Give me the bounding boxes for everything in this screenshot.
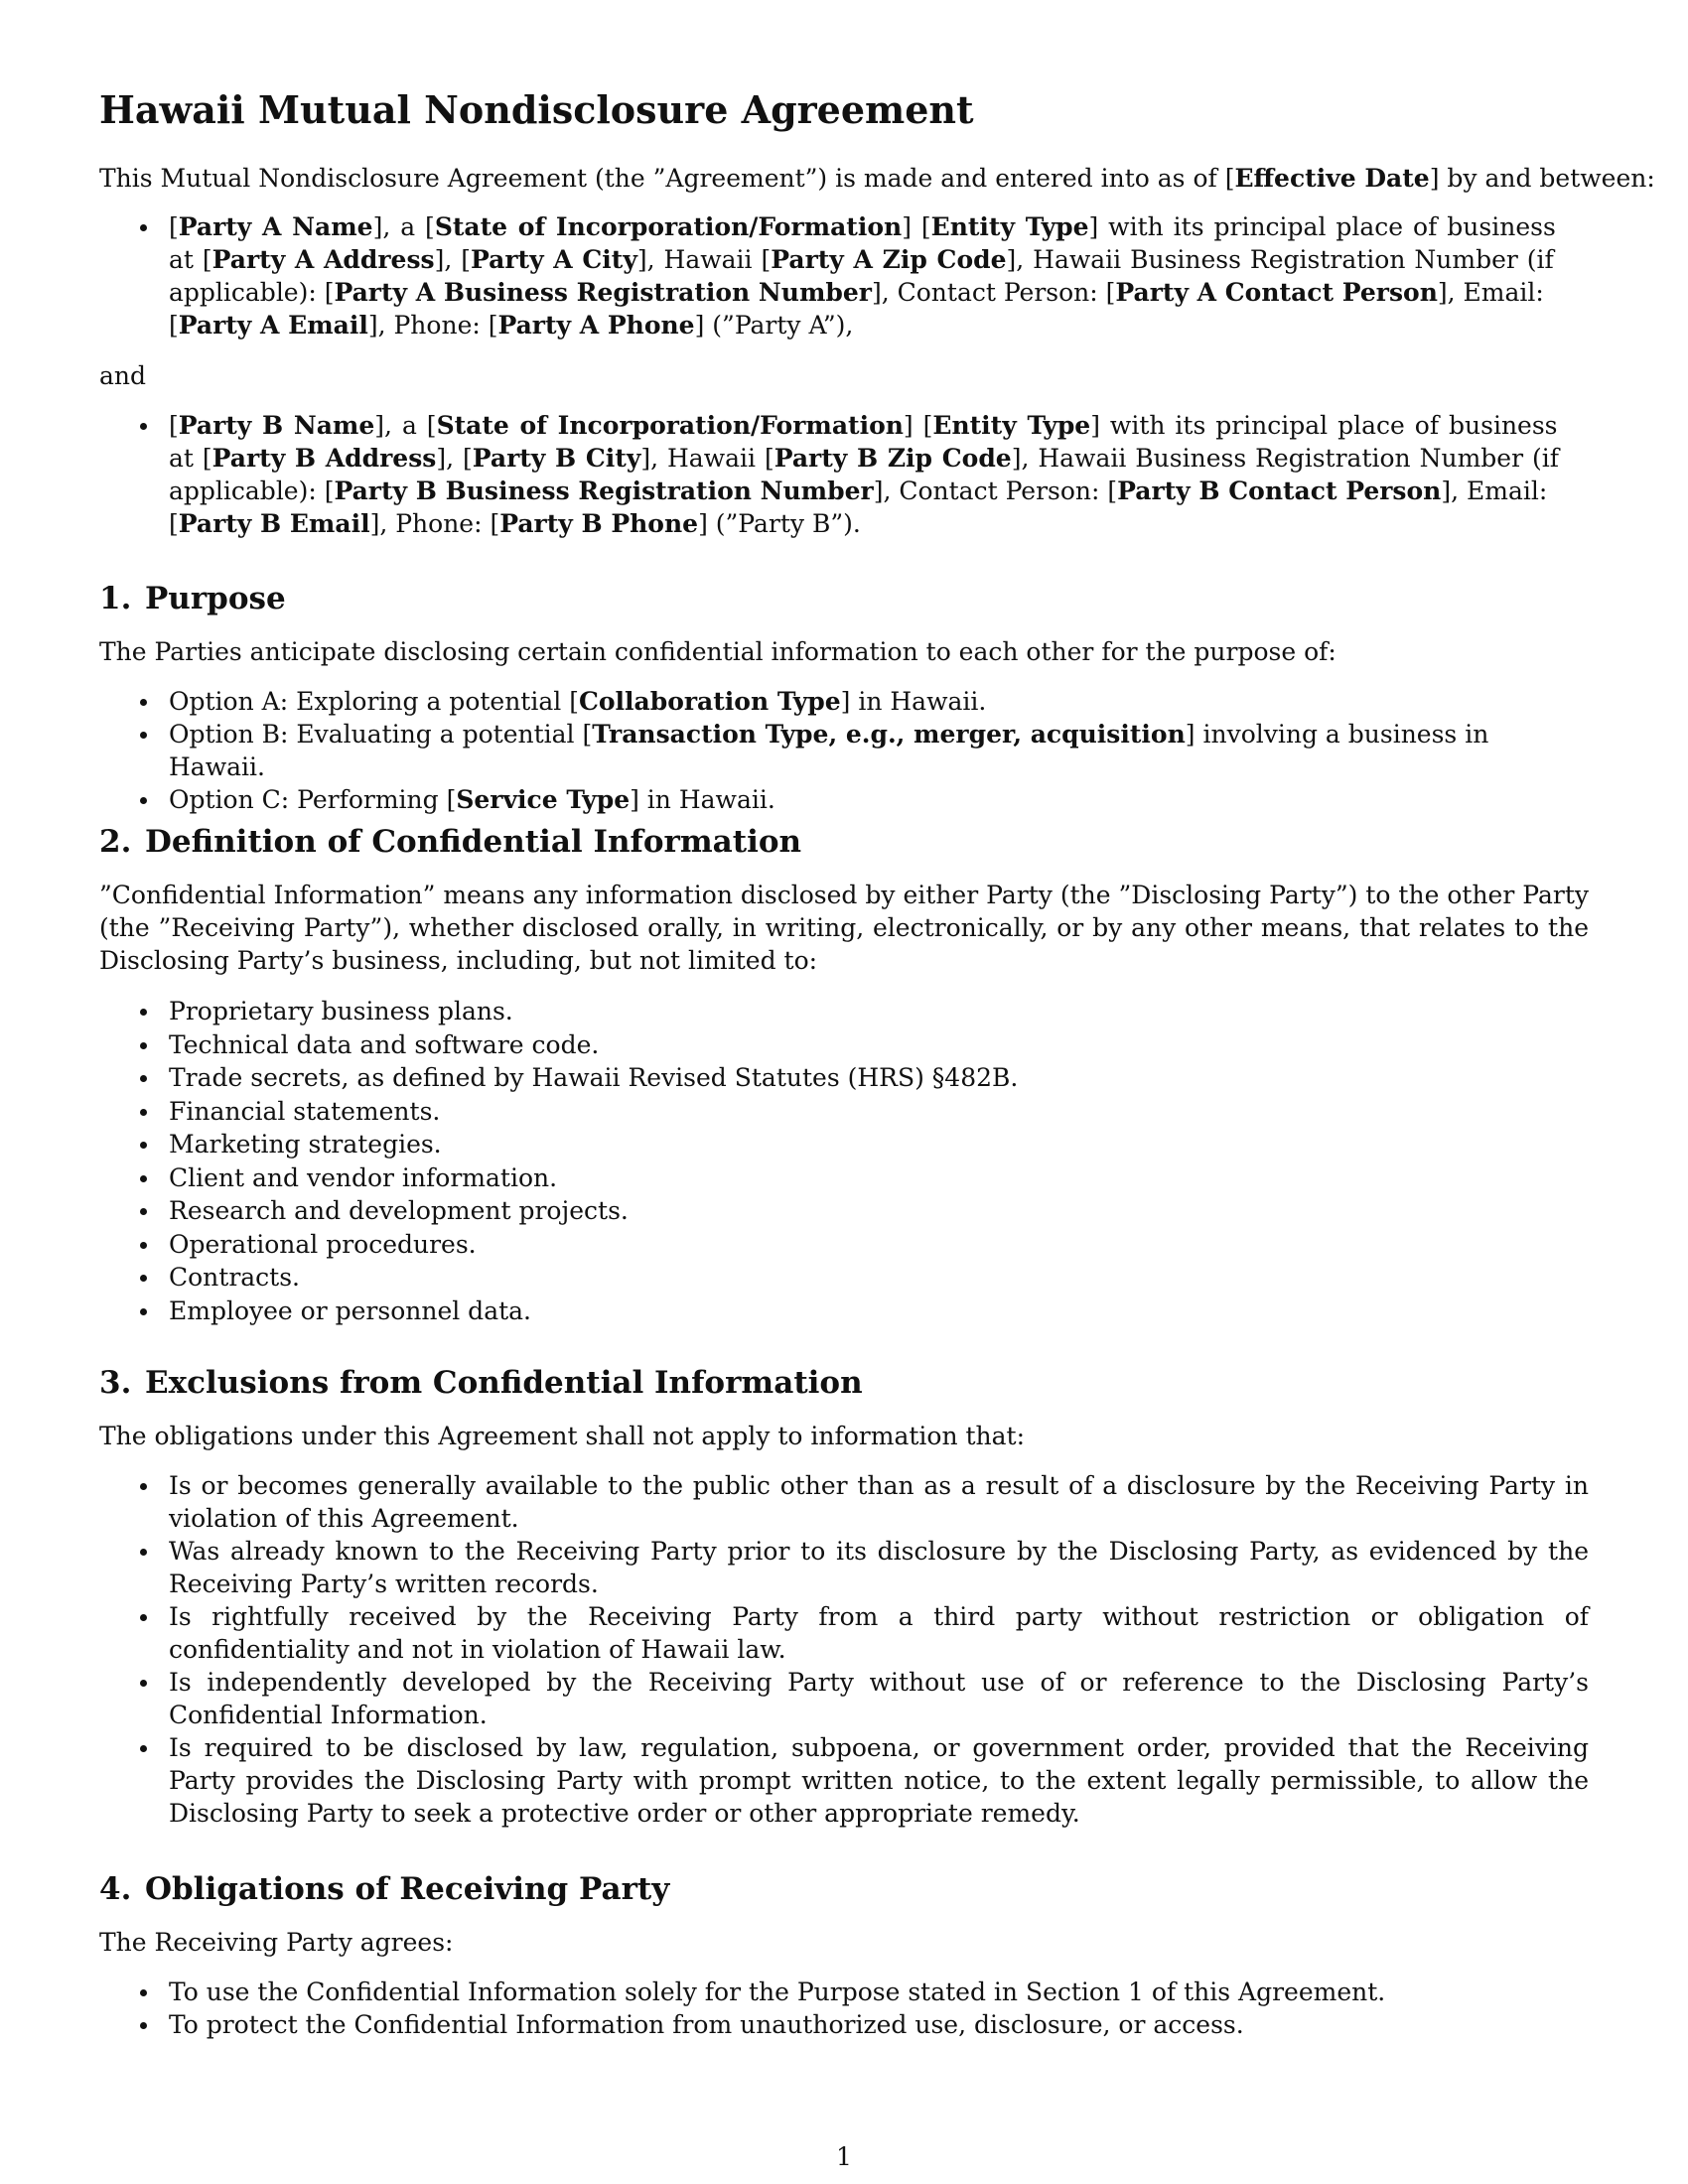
text-fragment: ] in Hawaii. bbox=[840, 687, 987, 716]
service-type-placeholder: Service Type bbox=[456, 785, 631, 814]
list-item-text: Is independently developed by the Receiving Party without use of or reference to the Disclosing Party’s Confidential Information. bbox=[169, 1668, 1589, 1729]
section-4-heading bbox=[99, 1871, 669, 1907]
text-fragment: ] with its principal place of business bbox=[1090, 411, 1558, 440]
list-item-text: Research and development projects. bbox=[169, 1196, 629, 1225]
text-fragment: ], a [ bbox=[372, 212, 435, 241]
transaction-type-placeholder: Transaction Type, e.g., merger, acquisition bbox=[592, 720, 1186, 749]
list-item-text: Contracts. bbox=[169, 1263, 301, 1292]
party-b-line: [Party B Name], a [State of Incorporation/Formation] [Entity Type] with its principal place of business bbox=[169, 411, 1558, 440]
text-fragment: ], Phone: [ bbox=[369, 509, 500, 538]
bullet-icon bbox=[140, 1009, 147, 1016]
text-fragment: ] with its principal place of business bbox=[1088, 212, 1556, 241]
party-b-zip: Party B Zip Code bbox=[774, 444, 1012, 473]
section-1-heading bbox=[99, 581, 286, 616]
party-b-phone: Party B Phone bbox=[499, 509, 699, 538]
bullet-icon bbox=[140, 1175, 147, 1182]
section-title: Definition of Confidential Information bbox=[145, 824, 802, 860]
text-fragment: ], Email: bbox=[1437, 278, 1544, 307]
collaboration-type-placeholder: Collaboration Type bbox=[578, 687, 841, 716]
list-item bbox=[99, 2008, 1589, 2041]
list-item bbox=[99, 1261, 1589, 1295]
party-b-contact-person: Party B Contact Person bbox=[1117, 477, 1442, 505]
list-item bbox=[99, 1095, 1589, 1129]
bullet-icon bbox=[140, 1308, 147, 1315]
list-item bbox=[99, 1194, 1589, 1228]
text-fragment: ] [ bbox=[903, 411, 933, 440]
bullet-icon bbox=[140, 224, 147, 231]
party-b-address: Party B Address bbox=[211, 444, 437, 473]
list-item bbox=[99, 1469, 1589, 1535]
text-fragment: ], Contact Person: [ bbox=[871, 278, 1116, 307]
party-b-line bbox=[169, 442, 1589, 475]
bullet-icon bbox=[140, 1109, 147, 1116]
party-a-list bbox=[99, 210, 1589, 341]
text-fragment: ] [ bbox=[902, 212, 931, 241]
text-fragment: at [ bbox=[169, 444, 212, 473]
list-item bbox=[99, 1731, 1589, 1830]
bullet-icon bbox=[140, 1745, 147, 1752]
party-b-entity-type: Entity Type bbox=[932, 411, 1091, 440]
bullet-icon bbox=[140, 1075, 147, 1082]
party-b-list bbox=[99, 409, 1589, 540]
list-item bbox=[99, 1128, 1589, 1161]
option-item bbox=[99, 718, 1589, 783]
bullet-icon bbox=[140, 1483, 147, 1490]
text-fragment: ], Hawaii [ bbox=[640, 444, 774, 473]
section-4-intro: The Receiving Party agrees: bbox=[99, 1928, 454, 1957]
bullet-icon bbox=[140, 1989, 147, 1996]
party-a-city: Party A City bbox=[471, 245, 637, 274]
text-fragment: ], Hawaii [ bbox=[636, 245, 772, 274]
party-b-item bbox=[99, 409, 1589, 540]
party-b-name: Party B Name bbox=[178, 411, 375, 440]
bullet-icon bbox=[140, 732, 147, 739]
text-fragment: ] (”Party A”), bbox=[694, 311, 854, 340]
party-b-email: Party B Email bbox=[178, 509, 370, 538]
section-number: 1. bbox=[99, 581, 132, 616]
list-item bbox=[99, 1600, 1589, 1666]
text-fragment: applicable): [ bbox=[169, 278, 335, 307]
party-a-address: Party A Address bbox=[211, 245, 435, 274]
party-a-name: Party A Name bbox=[178, 212, 373, 241]
party-b-line bbox=[169, 475, 1589, 507]
option-item bbox=[99, 685, 1589, 718]
list-item-text: To use the Confidential Information solely for the Purpose stated in Section 1 of this Agreement. bbox=[169, 1978, 1386, 2006]
list-item bbox=[99, 1228, 1589, 1262]
bullet-icon bbox=[140, 1275, 147, 1282]
list-item-text: Technical data and software code. bbox=[169, 1029, 600, 1059]
party-a-line bbox=[169, 243, 1589, 276]
list-item bbox=[99, 1666, 1589, 1731]
list-item-text: To protect the Confidential Information from unauthorized use, disclosure, or access. bbox=[169, 2010, 1244, 2039]
bullet-icon bbox=[140, 1614, 147, 1621]
text-fragment: ] involving a business in Hawaii. bbox=[169, 720, 1489, 781]
list-item-text: Is required to be disclosed by law, regulation, subpoena, or government order, provided that the Receiving Party provides the Disclosing Party with prompt written notice, to the extent legally permissible, to allow the Disclosing Party to seek a protective order or other appropriate remedy. bbox=[169, 1733, 1589, 1828]
bullet-icon bbox=[140, 699, 147, 706]
document-title: Hawaii Mutual Nondisclosure Agreement bbox=[99, 87, 974, 132]
bullet-icon bbox=[140, 1208, 147, 1215]
party-a-contact-person: Party A Contact Person bbox=[1115, 278, 1438, 307]
effective-date-placeholder: Effective Date bbox=[1234, 164, 1430, 193]
bullet-icon bbox=[140, 1042, 147, 1049]
intro-paragraph bbox=[99, 162, 1655, 195]
text-fragment: Option B: Evaluating a potential [ bbox=[169, 720, 593, 749]
section-2-intro: ”Confidential Information” means any information disclosed by either Party (the ”Disclosing Party”) to the other Party (the ”Receiving Party”), whether disclosed orally, in writing, electronically, or by any other means, that relates to the Disclosing Party’s business, including, but not limited to: bbox=[99, 881, 1589, 975]
party-a-item bbox=[99, 210, 1589, 341]
list-item-text: Financial statements. bbox=[169, 1096, 441, 1126]
section-1-intro: The Parties anticipate disclosing certain confidential information to each other for the purpose of: bbox=[99, 637, 1336, 666]
option-item bbox=[99, 783, 1589, 816]
text-fragment: ], Email: bbox=[1441, 477, 1548, 505]
text-fragment: ] in Hawaii. bbox=[630, 785, 775, 814]
list-item-text: Was already known to the Receiving Party prior to its disclosure by the Disclosing Party, as evidenced by the Receiving Party’s written records. bbox=[169, 1537, 1589, 1598]
bullet-icon bbox=[140, 2022, 147, 2029]
party-a-state: State of Incorporation/Formation bbox=[434, 212, 903, 241]
party-a-zip: Party A Zip Code bbox=[771, 245, 1007, 274]
section-title: Exclusions from Confidential Information bbox=[145, 1365, 863, 1401]
section-3-intro: The obligations under this Agreement shall not apply to information that: bbox=[99, 1422, 1026, 1450]
bullet-icon bbox=[140, 1142, 147, 1149]
party-a-phone: Party A Phone bbox=[497, 311, 695, 340]
list-item-text: Proprietary business plans. bbox=[169, 997, 513, 1025]
list-item-text: Is or becomes generally available to the public other than as a result of a disclosure by the Receiving Party in violation of this Agreement. bbox=[169, 1471, 1589, 1533]
text-fragment: applicable): [ bbox=[169, 477, 335, 505]
party-a-line: [Party A Email], Phone: [Party A Phone] (”Party A”), bbox=[169, 311, 854, 340]
list-item-text: Client and vendor information. bbox=[169, 1162, 558, 1192]
list-item bbox=[99, 1061, 1589, 1095]
section-2-items bbox=[99, 995, 1589, 1327]
party-b-state: State of Incorporation/Formation bbox=[436, 411, 904, 440]
list-item bbox=[99, 1028, 1589, 1062]
party-b-city: Party B City bbox=[472, 444, 641, 473]
and-connector: and bbox=[99, 361, 147, 390]
bullet-icon bbox=[140, 423, 147, 430]
text-fragment: ] (”Party B”). bbox=[698, 509, 861, 538]
text-fragment: ], Contact Person: [ bbox=[873, 477, 1118, 505]
list-item bbox=[99, 1295, 1589, 1328]
party-a-line: [Party A Name], a [State of Incorporation/Formation] [Entity Type] with its principal place of business bbox=[169, 212, 1556, 241]
list-item bbox=[99, 995, 1589, 1028]
list-item bbox=[99, 1535, 1589, 1600]
party-a-line bbox=[169, 276, 1589, 309]
party-a-email: Party A Email bbox=[178, 311, 368, 340]
text-fragment: ], [ bbox=[434, 245, 472, 274]
bullet-icon bbox=[140, 1242, 147, 1249]
party-b-registration: Party B Business Registration Number bbox=[334, 477, 874, 505]
list-item bbox=[99, 1161, 1589, 1195]
section-title: Purpose bbox=[145, 581, 286, 616]
text-fragment: at [ bbox=[169, 245, 212, 274]
list-item-text: Employee or personnel data. bbox=[169, 1296, 531, 1325]
text-fragment: Option A: Exploring a potential [ bbox=[169, 687, 579, 716]
party-a-registration: Party A Business Registration Number bbox=[334, 278, 872, 307]
intro-text: This Mutual Nondisclosure Agreement (the ”Agreement”) is made and entered into as of [ bbox=[99, 164, 1235, 193]
party-b-line: [Party B Email], Phone: [Party B Phone] (”Party B”). bbox=[169, 509, 861, 538]
list-item bbox=[99, 1976, 1589, 2008]
section-title: Obligations of Receiving Party bbox=[145, 1871, 670, 1907]
text-fragment: Option C: Performing [ bbox=[169, 785, 457, 814]
list-item-text: Operational procedures. bbox=[169, 1229, 477, 1259]
intro-text-end: ] by and between: bbox=[1429, 164, 1655, 193]
list-item-text: Marketing strategies. bbox=[169, 1130, 442, 1159]
section-4-items bbox=[99, 1976, 1589, 2041]
party-a-entity-type: Entity Type bbox=[930, 212, 1089, 241]
bullet-icon bbox=[140, 1549, 147, 1556]
list-item-text: Trade secrets, as defined by Hawaii Revised Statutes (HRS) §482B. bbox=[169, 1063, 1019, 1092]
bullet-icon bbox=[140, 1680, 147, 1687]
text-fragment: ], [ bbox=[436, 444, 473, 473]
text-fragment: ], a [ bbox=[374, 411, 437, 440]
text-fragment: ], Hawaii Business Registration Number (if bbox=[1006, 245, 1554, 274]
list-item-text: Is rightfully received by the Receiving Party from a third party without restriction or obligation of confidentiality and not in violation of Hawaii law. bbox=[169, 1602, 1589, 1664]
section-3-items bbox=[99, 1469, 1589, 1830]
page-number: 1 bbox=[836, 2142, 852, 2171]
section-number: 4. bbox=[99, 1871, 132, 1907]
text-fragment: ], Phone: [ bbox=[367, 311, 498, 340]
section-number: 2. bbox=[99, 824, 132, 860]
text-fragment: ], Hawaii Business Registration Number (if bbox=[1011, 444, 1559, 473]
section-number: 3. bbox=[99, 1365, 132, 1401]
section-3-heading bbox=[99, 1365, 863, 1401]
bullet-icon bbox=[140, 797, 147, 804]
section-2-heading bbox=[99, 824, 801, 860]
section-1-options bbox=[99, 685, 1589, 816]
